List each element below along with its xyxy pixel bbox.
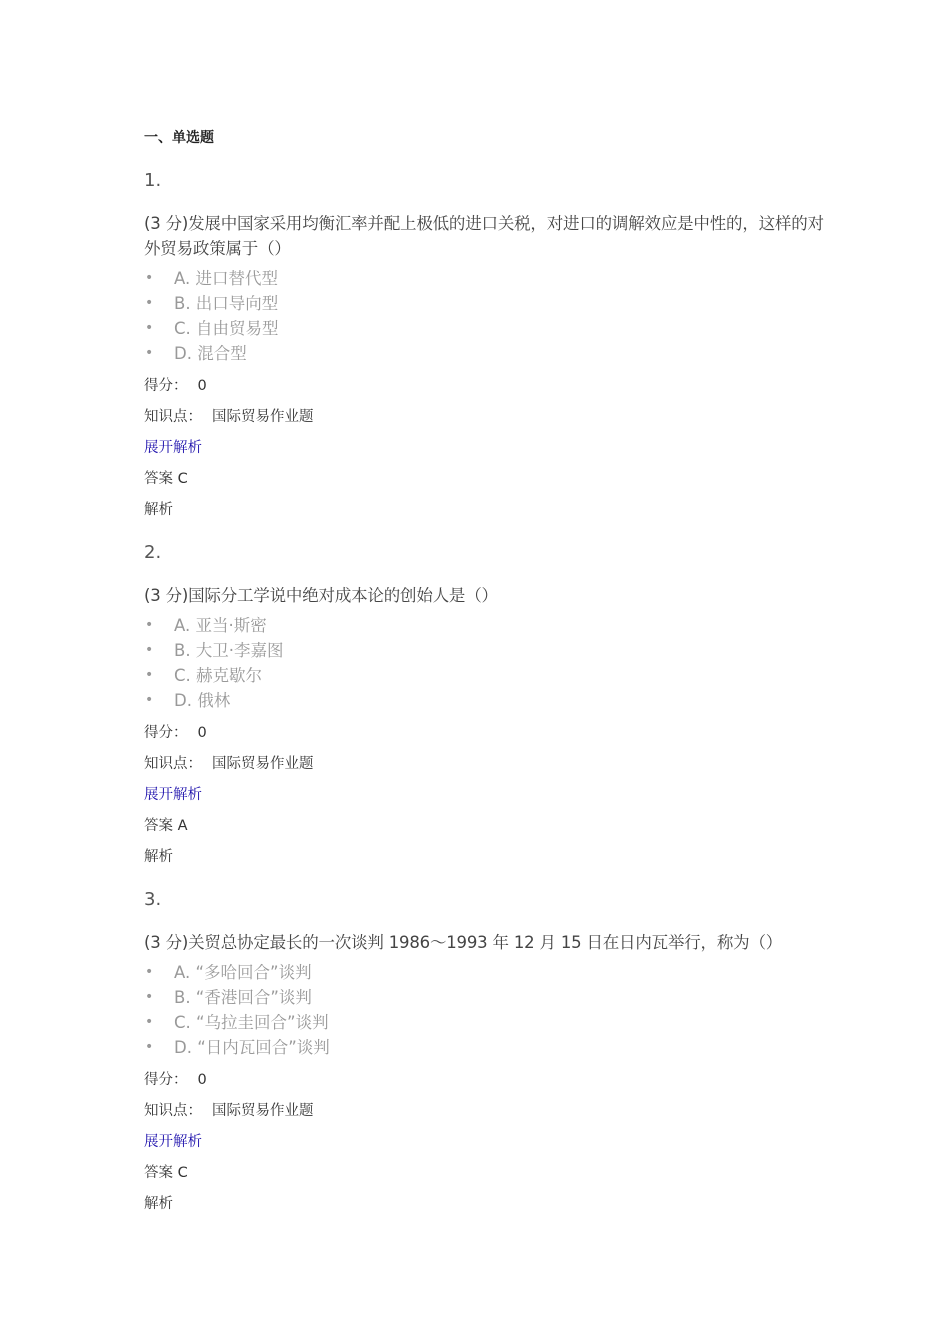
expand-analysis-link[interactable]: 展开解析: [144, 1134, 202, 1150]
question-stem: (3 分)国际分工学说中绝对成本论的创始人是（）: [144, 586, 498, 605]
option-a[interactable]: [144, 960, 824, 985]
knowledge-value: 国际贸易作业题: [212, 1103, 314, 1119]
option-d[interactable]: [144, 688, 824, 713]
bullet-icon: •: [145, 617, 154, 633]
option-label: B. 出口导向型: [174, 294, 279, 313]
option-label: A. “多哈回合”谈判: [174, 963, 312, 982]
question-2: [144, 540, 824, 868]
question-stem: (3 分)关贸总协定最长的一次谈判 1986～1993 年 12 月 15 日在日内瓦举行，称为（）: [144, 933, 783, 952]
score-row: [144, 375, 824, 397]
analysis-label: 解析: [144, 502, 173, 518]
option-label: D. 俄林: [174, 691, 231, 710]
option-a[interactable]: [144, 266, 824, 291]
score-value: 0: [197, 725, 207, 741]
option-label: C. 赫克歇尔: [174, 666, 263, 685]
option-b[interactable]: [144, 638, 824, 663]
bullet-icon: •: [145, 667, 154, 683]
knowledge-row: [144, 1100, 824, 1122]
bullet-icon: •: [145, 964, 154, 980]
knowledge-label: 知识点：: [144, 1103, 202, 1119]
expand-row: [144, 1131, 824, 1153]
answer-text: 答案 C: [144, 471, 188, 487]
bullet-icon: •: [145, 1014, 154, 1030]
expand-row: [144, 437, 824, 459]
score-value: 0: [197, 1072, 207, 1088]
bullet-icon: •: [145, 1039, 154, 1055]
analysis-label: 解析: [144, 1196, 173, 1212]
bullet-icon: •: [145, 642, 154, 658]
option-label: B. 大卫·李嘉图: [174, 641, 284, 660]
answer-text: 答案 A: [144, 818, 188, 834]
bullet-icon: •: [145, 295, 154, 311]
expand-row: [144, 784, 824, 806]
question-number: 2.: [144, 542, 162, 563]
bullet-icon: •: [145, 345, 154, 361]
option-a[interactable]: [144, 613, 824, 638]
question-1: [144, 168, 824, 521]
option-c[interactable]: [144, 1010, 824, 1035]
option-b[interactable]: [144, 291, 824, 316]
option-c[interactable]: [144, 316, 824, 341]
option-label: A. 进口替代型: [174, 269, 278, 288]
option-label: C. “乌拉圭回合”谈判: [174, 1013, 329, 1032]
expand-analysis-link[interactable]: 展开解析: [144, 440, 202, 456]
bullet-icon: •: [145, 692, 154, 708]
option-d[interactable]: [144, 341, 824, 366]
expand-analysis-link[interactable]: 展开解析: [144, 787, 202, 803]
question-number: 1.: [144, 170, 162, 191]
bullet-icon: •: [145, 270, 154, 286]
score-label: 得分：: [144, 725, 188, 741]
score-label: 得分：: [144, 1072, 188, 1088]
knowledge-row: [144, 406, 824, 428]
question-number: 3.: [144, 889, 162, 910]
option-label: D. “日内瓦回合”谈判: [174, 1038, 330, 1057]
option-label: B. “香港回合”谈判: [174, 988, 312, 1007]
question-stem: (3 分)发展中国家采用均衡汇率并配上极低的进口关税，对进口的调解效应是中性的，这样的对外贸易政策属于（）: [144, 214, 824, 258]
option-label: A. 亚当·斯密: [174, 616, 267, 635]
answer-text: 答案 C: [144, 1165, 188, 1181]
option-list: [144, 613, 824, 713]
score-row: [144, 1069, 824, 1091]
option-d[interactable]: [144, 1035, 824, 1060]
knowledge-label: 知识点：: [144, 409, 202, 425]
score-label: 得分：: [144, 378, 188, 394]
option-c[interactable]: [144, 663, 824, 688]
analysis-label: 解析: [144, 849, 173, 865]
knowledge-value: 国际贸易作业题: [212, 756, 314, 772]
option-list: [144, 960, 824, 1060]
option-list: [144, 266, 824, 366]
knowledge-row: [144, 753, 824, 775]
bullet-icon: •: [145, 989, 154, 1005]
score-row: [144, 722, 824, 744]
question-3: [144, 887, 824, 1215]
option-b[interactable]: [144, 985, 824, 1010]
option-label: C. 自由贸易型: [174, 319, 279, 338]
section-title: 一、单选题: [144, 130, 214, 146]
score-value: 0: [197, 378, 207, 394]
document-page: [144, 127, 824, 1215]
knowledge-label: 知识点：: [144, 756, 202, 772]
option-label: D. 混合型: [174, 344, 247, 363]
knowledge-value: 国际贸易作业题: [212, 409, 314, 425]
bullet-icon: •: [145, 320, 154, 336]
